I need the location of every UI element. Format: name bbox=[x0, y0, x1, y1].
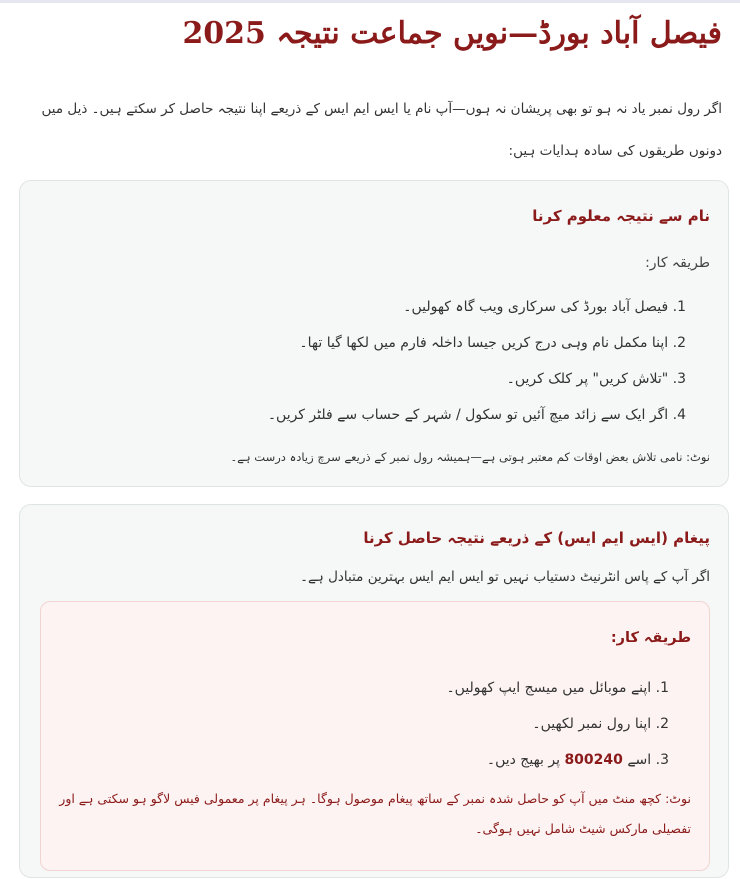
name-method-note: نوٹ: نامی تلاش بعض اوقات کم معتبر ہوتی ہے—ہمیشہ رول نمبر کے ذریعے سرچ زیادہ درست ہے۔ bbox=[230, 450, 710, 464]
page-title: فیصل آباد بورڈ—نویں جماعت نتیجہ 2025 bbox=[182, 16, 722, 51]
name-method-steps bbox=[268, 289, 686, 433]
name-step-2: 2. اپنا مکمل نام وہی درج کریں جیسا داخلہ فارم میں لکھا گیا تھا۔ bbox=[299, 335, 686, 351]
top-border bbox=[0, 0, 740, 3]
name-step-4: 4. اگر ایک سے زائد میچ آئیں تو سکول / شہر کے حساب سے فلٹر کریں۔ bbox=[267, 407, 686, 423]
sms-method-note: نوٹ: کچھ منٹ میں آپ کو حاصل شدہ نمبر کے ساتھ پیغام موصول ہوگا۔ ہر پیغام پر معمولی فیس لاگو ہو سکتی ہے اور تفصیلی مارکس شیٹ شامل نہیں ہوگی۔ bbox=[59, 791, 691, 836]
sms-step-3-suffix: پر بھیج دیں۔ bbox=[486, 752, 560, 768]
name-step-3: 3. "تلاش کریں" پر کلک کریں۔ bbox=[506, 371, 686, 387]
sms-short-code: 800240 bbox=[564, 752, 623, 768]
sms-method-intro: اگر آپ کے پاس انٹرنیٹ دستیاب نہیں تو ایس ایم ایس بہترین متبادل ہے۔ bbox=[300, 569, 710, 585]
sms-method-steps bbox=[446, 670, 669, 778]
sms-step-3-prefix: 3. اسے bbox=[627, 752, 669, 768]
name-method-heading: نام سے نتیجہ معلوم کرنا bbox=[532, 207, 710, 225]
sms-step-3 bbox=[446, 742, 669, 778]
sms-method-label: طریقہ کار: bbox=[610, 630, 691, 646]
sms-step-2: 2. اپنا رول نمبر لکھیں۔ bbox=[532, 716, 669, 732]
name-method-card bbox=[19, 180, 729, 487]
sms-method-heading: پیغام (ایس ایم ایس) کے ذریعے نتیجہ حاصل کرنا bbox=[363, 529, 710, 547]
sms-step-1: 1. اپنے موبائل میں میسج ایپ کھولیں۔ bbox=[446, 680, 669, 696]
sms-method-card bbox=[19, 504, 729, 878]
name-step-1: 1. فیصل آباد بورڈ کی سرکاری ویب گاہ کھولیں۔ bbox=[403, 299, 686, 315]
name-method-label: طریقہ کار: bbox=[645, 255, 710, 271]
intro-paragraph: اگر رول نمبر یاد نہ ہو تو بھی پریشان نہ ہوں—آپ نام یا ایس ایم ایس کے ذریعے اپنا نتیجہ حاصل کر سکتے ہیں۔ ذیل میں دونوں طریقوں کی سادہ ہدایات ہیں: bbox=[41, 101, 722, 159]
sms-instructions-box bbox=[40, 601, 710, 871]
